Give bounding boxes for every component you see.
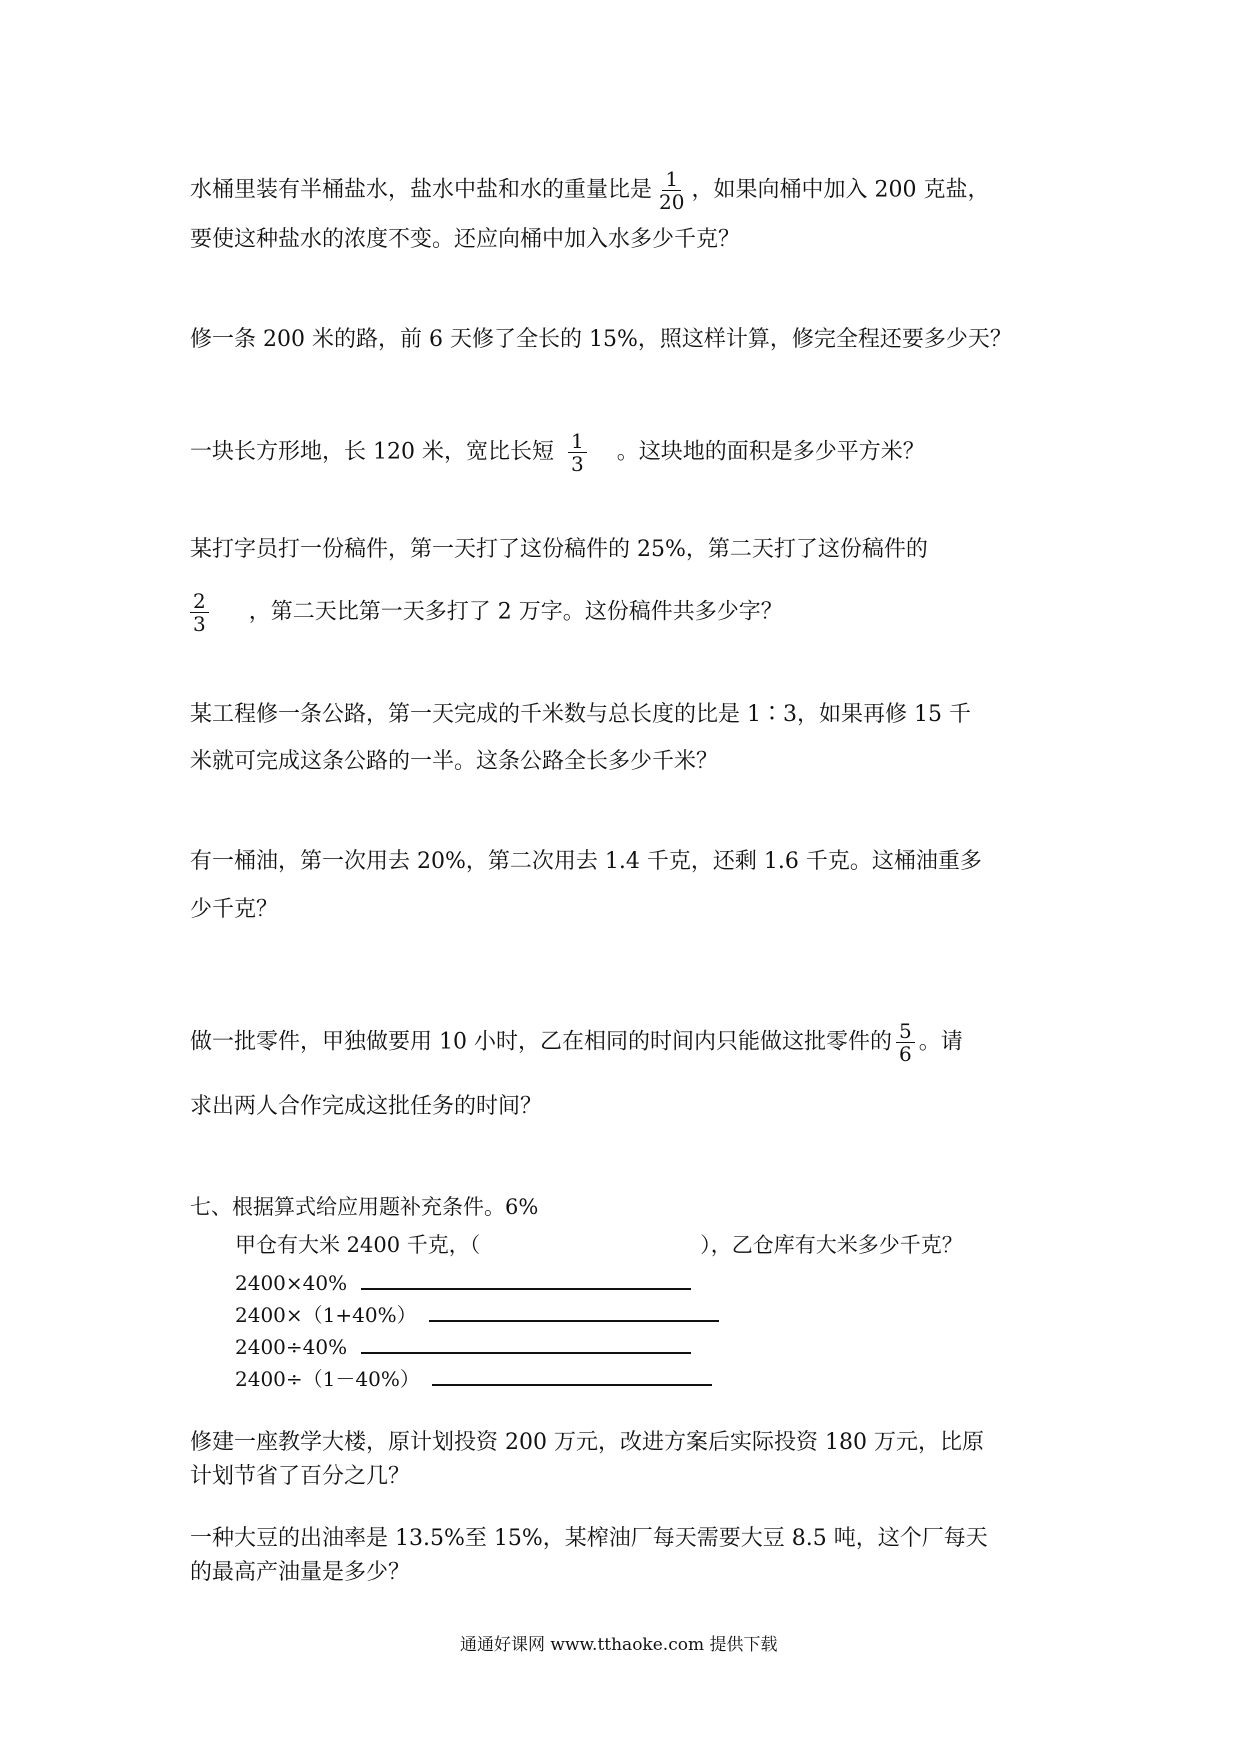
fraction-numerator: 1 [568,430,587,453]
problem-4-text-b: ，第二天比第一天多打了 2 万字。这份稿件共多少字？ [248,599,783,625]
section-7-heading: 七、根据算式给应用题补充条件。6% [190,1195,539,1219]
problem-5-line-1: 某工程修一条公路，第一天完成的千米数与总长度的比是 1∶3，如果再修 15 千 [190,702,971,727]
formula-text: 2400×（1+40%） [235,1303,417,1327]
answer-line-2[interactable] [429,1300,719,1322]
problem-8-line-1: 修建一座教学大楼，原计划投资 200 万元，改进方案后实际投资 180 万元，比原 [190,1430,984,1455]
fraction-denominator: 3 [570,452,584,476]
problem-2-line-1: 修一条 200 米的路，前 6 天修了全长的 15%，照这样计算，修完全程还要多少天？ [190,327,1012,352]
answer-line-4[interactable] [432,1364,712,1386]
fraction-numerator: 1 [662,168,681,191]
problem-3-text-a: 一块长方形地，长 120 米，宽比长短 [190,439,554,465]
problem-4-line-2 [190,590,783,635]
fraction-denominator: 3 [193,612,206,636]
fraction-5-6 [896,1020,915,1065]
problem-1-text-b: ，如果向桶中加入 200 克盐， [691,177,990,203]
problem-1-text-a: 水桶里装有半桶盐水，盐水中盐和水的重量比是 [190,177,653,203]
problem-7-text-a: 做一批零件，甲独做要用 10 小时，乙在相同的时间内只能做这批零件的 [190,1029,892,1055]
formula-text: 2400×40% [235,1271,348,1295]
problem-7-line-1 [190,1020,963,1065]
fraction-denominator: 6 [898,1042,912,1066]
problem-6-line-1: 有一桶油，第一次用去 20%，第二次用去 1.4 千克，还剩 1.6 千克。这桶油重多 [190,849,982,874]
answer-line-3[interactable] [361,1332,691,1354]
fraction-numerator: 2 [190,590,209,613]
section-7-stem-a: 甲仓有大米 2400 千克，（ [235,1233,481,1257]
fraction-2-3 [190,590,209,635]
problem-5-line-2: 米就可完成这条公路的一半。这条公路全长多少千米？ [190,749,719,774]
formula-row-3 [235,1332,691,1362]
problem-1-line-2: 要使这种盐水的浓度不变。还应向桶中加入水多少千克？ [190,227,741,252]
formula-row-4 [235,1364,712,1394]
problem-6-line-2: 少千克？ [190,897,279,922]
problem-7-line-2: 求出两人合作完成这批任务的时间？ [190,1094,543,1119]
fraction-1-3 [568,430,587,475]
section-7-stem-b: ），乙仓库有大米多少千克？ [700,1233,963,1257]
problem-3-line-1 [190,430,925,475]
fraction-denominator: 20 [659,190,685,214]
page-footer: 通通好课网 www.tthaoke.com 提供下载 [460,1635,778,1655]
section-7-stem [235,1230,963,1260]
problem-9-line-2: 的最高产油量是多少？ [190,1560,411,1585]
problem-1-line-1 [190,168,989,213]
formula-text: 2400÷（1－40%） [235,1367,420,1391]
problem-7-text-b: 。请 [918,1029,963,1055]
formula-text: 2400÷40% [235,1335,348,1359]
problem-8-line-2: 计划节省了百分之几？ [190,1464,411,1489]
problem-3-text-b: 。这块地的面积是多少平方米？ [616,439,925,465]
formula-row-2 [235,1300,719,1330]
fraction-numerator: 5 [896,1020,915,1043]
problem-4-line-1: 某打字员打一份稿件，第一天打了这份稿件的 25%，第二天打了这份稿件的 [190,537,928,562]
fraction-1-20 [656,168,687,213]
problem-9-line-1: 一种大豆的出油率是 13.5%至 15%，某榨油厂每天需要大豆 8.5 吨，这个厂每天 [190,1526,988,1551]
formula-row-1 [235,1268,691,1298]
answer-line-1[interactable] [361,1268,691,1290]
